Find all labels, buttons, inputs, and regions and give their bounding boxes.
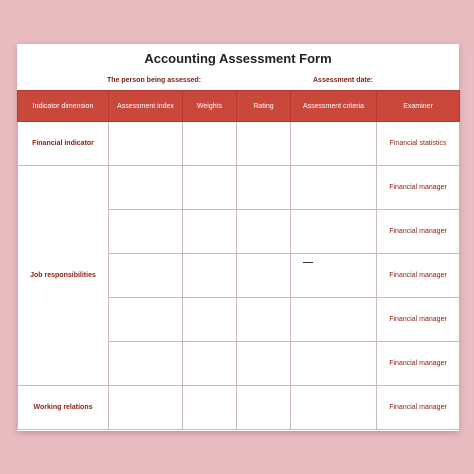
weights-cell[interactable] (183, 166, 237, 210)
examiner-cell: Financial manager (377, 210, 460, 254)
examiner-cell: Financial manager (377, 342, 460, 386)
column-header-weights: Weights (183, 91, 237, 122)
column-header-indicator-dimension: Indicator dimension (18, 91, 109, 122)
assessment-criteria-cell[interactable] (291, 210, 377, 254)
weights-cell[interactable] (183, 298, 237, 342)
dimension-working-relations: Working relations (18, 386, 109, 430)
form-meta-row (17, 77, 459, 89)
rating-cell[interactable] (237, 342, 291, 386)
assessment-table (17, 90, 460, 430)
table-row (18, 122, 460, 166)
assessment-form-sheet (17, 44, 459, 431)
assessment-index-cell[interactable] (109, 166, 183, 210)
assessment-criteria-cell[interactable] (291, 254, 377, 298)
assessment-criteria-cell[interactable] (291, 122, 377, 166)
rating-cell[interactable] (237, 298, 291, 342)
dash-mark (303, 262, 313, 263)
assessment-criteria-cell[interactable] (291, 298, 377, 342)
column-header-assessment-criteria: Assessment criteria (291, 91, 377, 122)
rating-cell[interactable] (237, 254, 291, 298)
assessment-criteria-cell[interactable] (291, 342, 377, 386)
weights-cell[interactable] (183, 342, 237, 386)
assessment-index-cell[interactable] (109, 298, 183, 342)
examiner-cell: Financial statistics (377, 122, 460, 166)
rating-cell[interactable] (237, 122, 291, 166)
table-row (18, 166, 460, 210)
column-header-examiner: Examiner (377, 91, 460, 122)
assessment-index-cell[interactable] (109, 342, 183, 386)
weights-cell[interactable] (183, 386, 237, 430)
column-header-rating: Rating (237, 91, 291, 122)
assessment-index-cell[interactable] (109, 254, 183, 298)
assessment-index-cell[interactable] (109, 122, 183, 166)
weights-cell[interactable] (183, 254, 237, 298)
assessment-index-cell[interactable] (109, 210, 183, 254)
assessment-criteria-cell[interactable] (291, 386, 377, 430)
form-title: Accounting Assessment Form (144, 51, 332, 66)
table-row (18, 386, 460, 430)
weights-cell[interactable] (183, 210, 237, 254)
examiner-cell: Financial manager (377, 298, 460, 342)
examiner-cell: Financial manager (377, 386, 460, 430)
examiner-cell: Financial manager (377, 254, 460, 298)
assessment-criteria-cell[interactable] (291, 166, 377, 210)
rating-cell[interactable] (237, 210, 291, 254)
assessment-date-label: Assessment date: (313, 77, 373, 84)
rating-cell[interactable] (237, 386, 291, 430)
weights-cell[interactable] (183, 122, 237, 166)
person-assessed-label: The person being assessed: (107, 77, 202, 84)
assessment-index-cell[interactable] (109, 386, 183, 430)
examiner-cell: Financial manager (377, 166, 460, 210)
table-header-row (18, 91, 460, 122)
dimension-financial-indicator: Financial indicator (18, 122, 109, 166)
rating-cell[interactable] (237, 166, 291, 210)
column-header-assessment-index: Assessment index (109, 91, 183, 122)
dimension-job-responsibilities: Job responsibilities (18, 166, 109, 386)
